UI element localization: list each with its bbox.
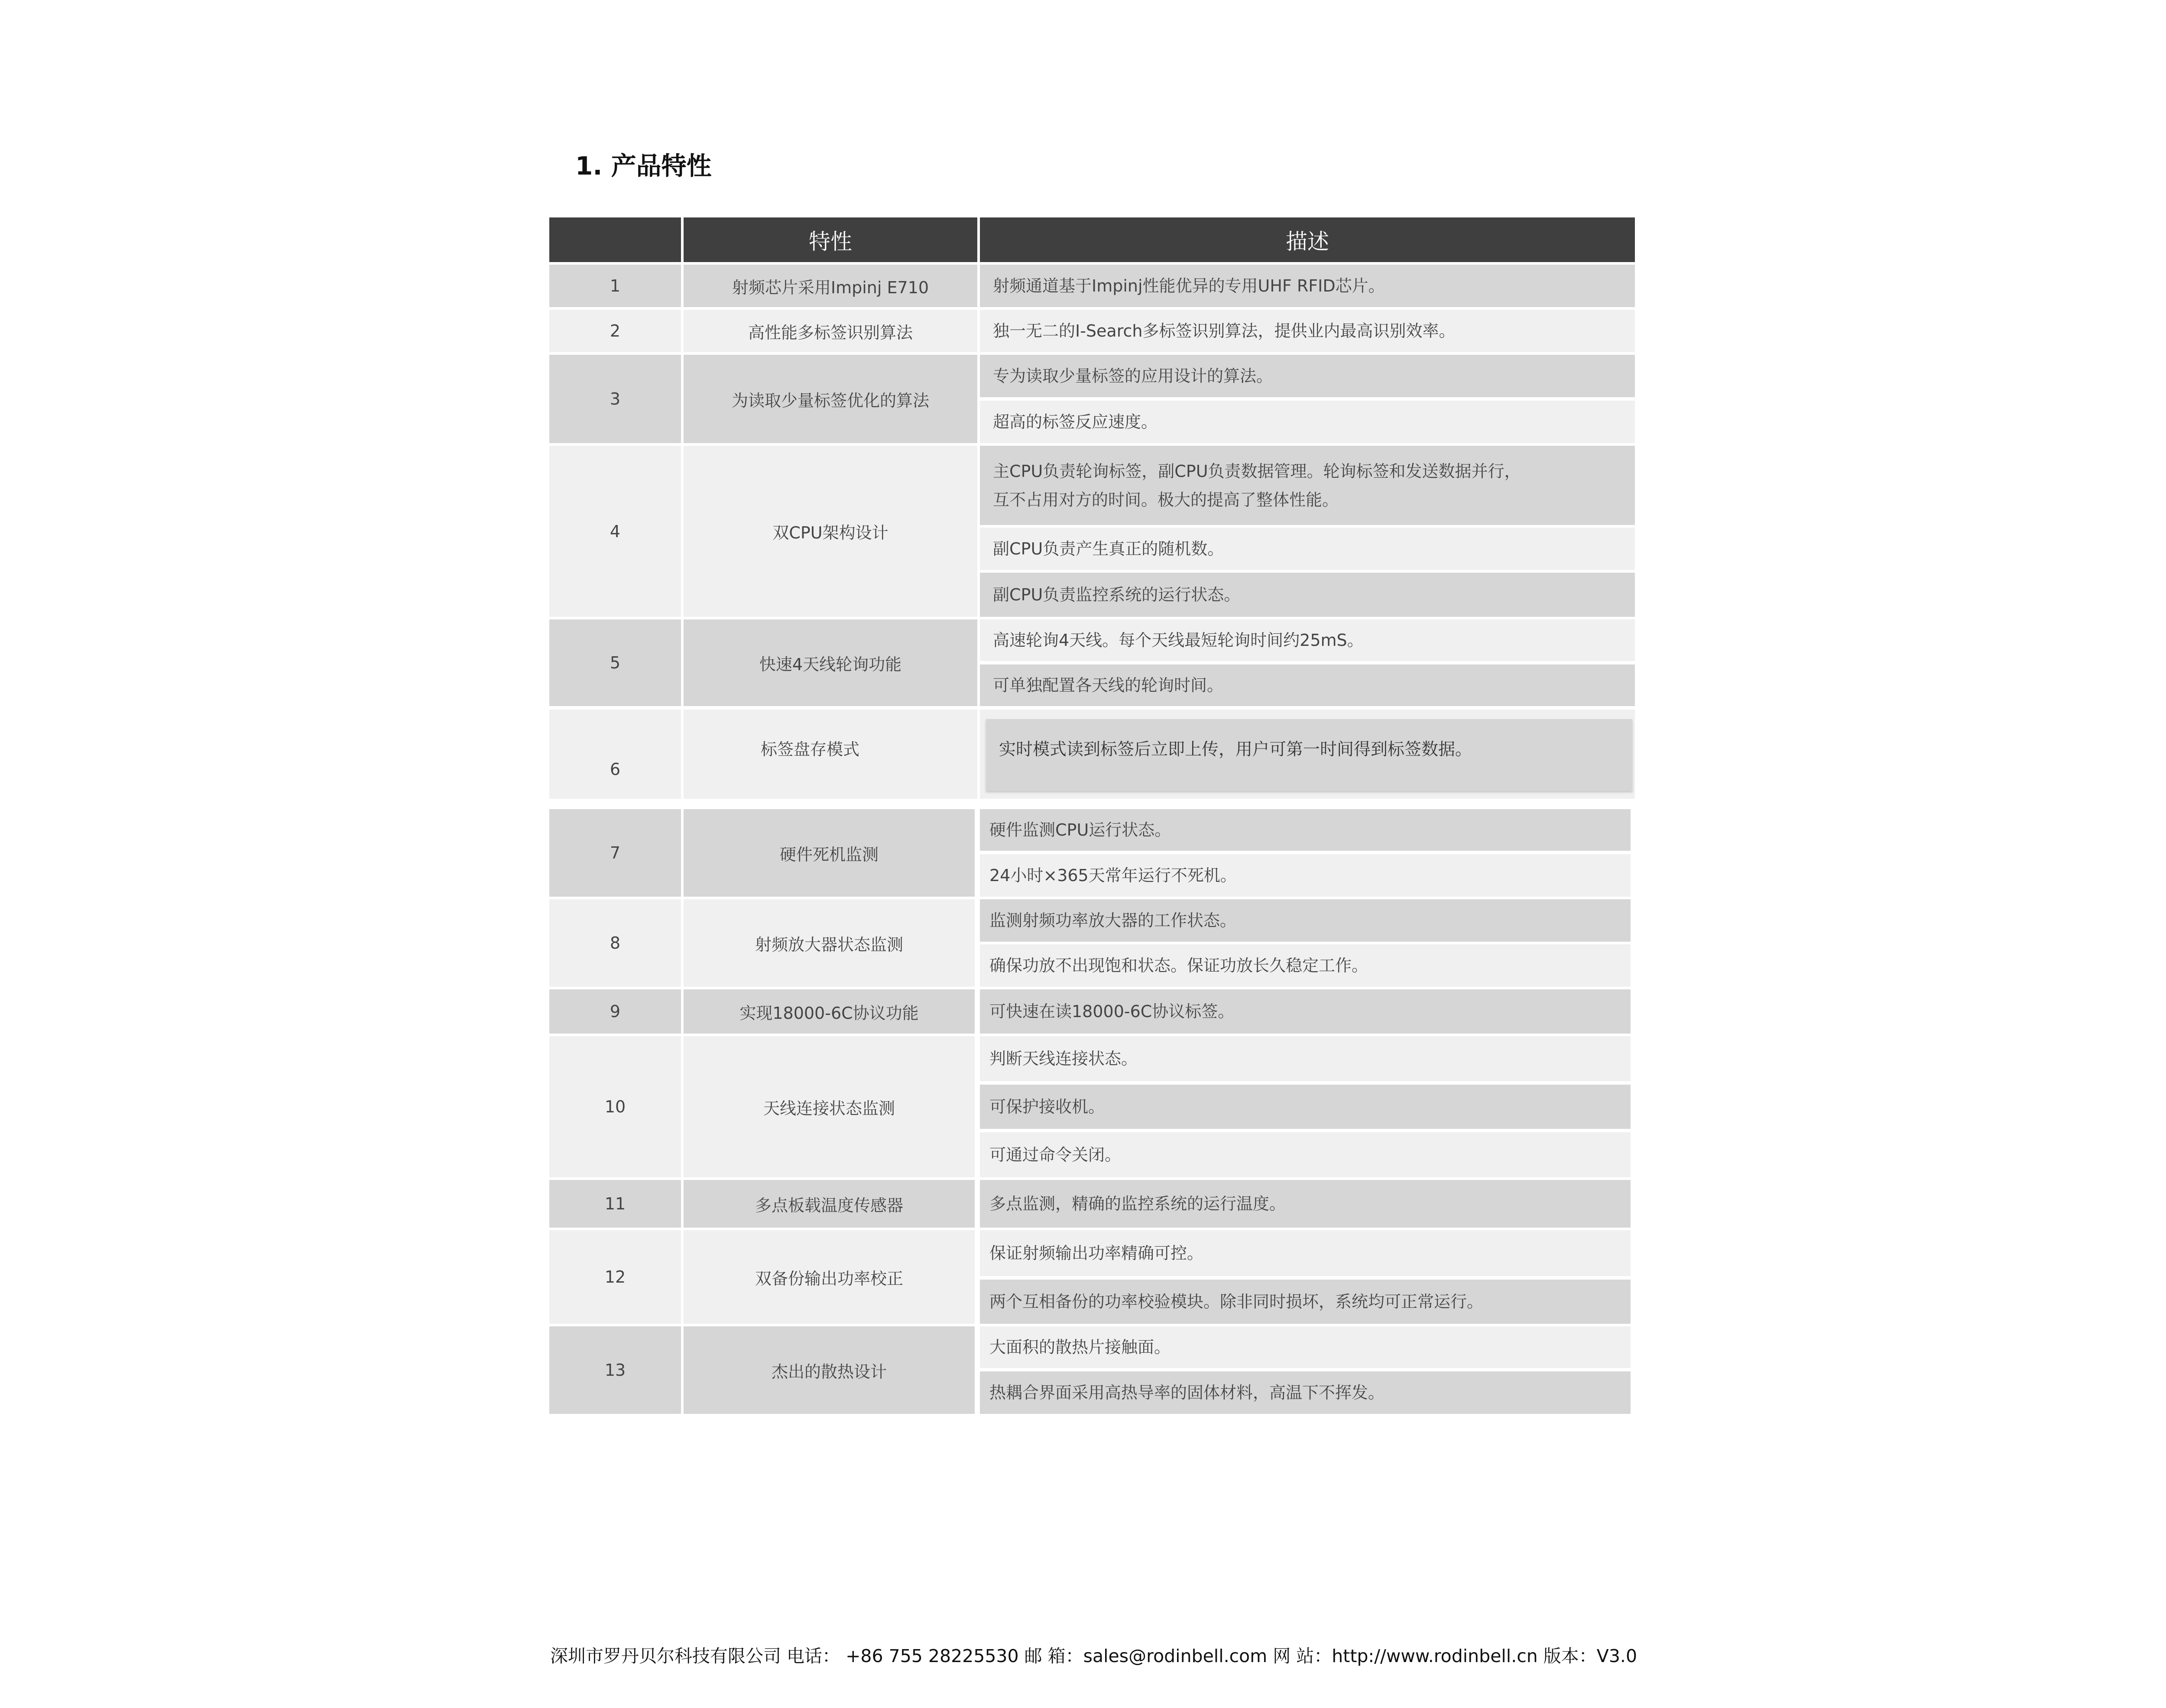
row-number: 11 <box>549 1180 681 1228</box>
feature-cell: 多点板载温度传感器 <box>684 1180 975 1228</box>
row-number: 4 <box>549 446 681 617</box>
feature-cell: 标签盘存模式 <box>684 710 977 799</box>
description-cell: 可单独配置各天线的轮询时间。 <box>980 664 1635 706</box>
row-number: 3 <box>549 355 681 443</box>
description-cell: 多点监测，精确的监控系统的运行温度。 <box>980 1180 1631 1228</box>
row-number: 1 <box>549 265 681 307</box>
row-number: 2 <box>549 310 681 352</box>
description-cell: 独一无二的I-Search多标签识别算法，提供业内最高识别效率。 <box>980 310 1635 352</box>
row-number: 12 <box>549 1230 681 1324</box>
page-footer: 深圳市罗丹贝尔科技有限公司 电话： +86 755 28225530 邮 箱：sales@rodinbell.com 网 站：http://www.rodinbell.cn 版本：V3.0 <box>550 1646 1637 1666</box>
description-cell: 可保护接收机。 <box>980 1085 1631 1129</box>
description-cell: 监测射频功率放大器的工作状态。 <box>980 899 1631 942</box>
description-cell: 射频通道基于Impinj性能优异的专用UHF RFID芯片。 <box>980 265 1635 307</box>
feature-cell: 为读取少量标签优化的算法 <box>684 355 977 443</box>
feature-cell: 射频芯片采用Impinj E710 <box>684 265 977 307</box>
row-number: 6 <box>549 710 681 799</box>
feature-cell: 射频放大器状态监测 <box>684 899 975 987</box>
feature-cell: 实现18000-6C协议功能 <box>684 989 975 1034</box>
description-cell: 可快速在读18000-6C协议标签。 <box>980 989 1631 1034</box>
description-cell: 硬件监测CPU运行状态。 <box>980 809 1631 851</box>
description-cell: 专为读取少量标签的应用设计的算法。 <box>980 355 1635 397</box>
row-number: 10 <box>549 1036 681 1177</box>
feature-cell: 快速4天线轮询功能 <box>684 619 977 706</box>
row-number: 13 <box>549 1326 681 1414</box>
description-cell: 确保功放不出现饱和状态。保证功放长久稳定工作。 <box>980 944 1631 987</box>
page-title: 1. 产品特性 <box>575 151 712 181</box>
description-cell: 保证射频输出功率精确可控。 <box>980 1230 1631 1276</box>
feature-cell: 高性能多标签识别算法 <box>684 310 977 352</box>
description-cell: 大面积的散热片接触面。 <box>980 1326 1631 1368</box>
description-cell: 主CPU负责轮询标签，副CPU负责数据管理。轮询标签和发送数据并行， 互不占用对方的时间。极大的提高了整体性能。 <box>980 446 1635 525</box>
description-cell: 可通过命令关闭。 <box>980 1132 1631 1177</box>
description-cell: 实时模式读到标签后立即上传，用户可第一时间得到标签数据。 <box>986 719 1632 791</box>
feature-cell: 双CPU架构设计 <box>684 446 977 617</box>
header-number-cell <box>549 217 681 262</box>
feature-cell: 天线连接状态监测 <box>684 1036 975 1177</box>
description-cell: 判断天线连接状态。 <box>980 1036 1631 1081</box>
description-cell: 两个互相备份的功率校验模块。除非同时损坏，系统均可正常运行。 <box>980 1280 1631 1324</box>
header-description-cell: 描述 <box>980 217 1635 262</box>
description-cell: 副CPU负责产生真正的随机数。 <box>980 528 1635 570</box>
description-cell: 超高的标签反应速度。 <box>980 401 1635 443</box>
description-cell: 副CPU负责监控系统的运行状态。 <box>980 573 1635 617</box>
row-number: 9 <box>549 989 681 1034</box>
feature-cell: 杰出的散热设计 <box>684 1326 975 1414</box>
feature-cell: 硬件死机监测 <box>684 809 975 897</box>
description-cell: 24小时×365天常年运行不死机。 <box>980 854 1631 897</box>
row-number: 8 <box>549 899 681 987</box>
row-number: 5 <box>549 619 681 706</box>
description-cell: 热耦合界面采用高热导率的固体材料，高温下不挥发。 <box>980 1371 1631 1414</box>
header-feature-cell: 特性 <box>684 217 977 262</box>
row-number: 7 <box>549 809 681 897</box>
description-cell: 高速轮询4天线。每个天线最短轮询时间约25mS。 <box>980 619 1635 661</box>
feature-cell: 双备份输出功率校正 <box>684 1230 975 1324</box>
